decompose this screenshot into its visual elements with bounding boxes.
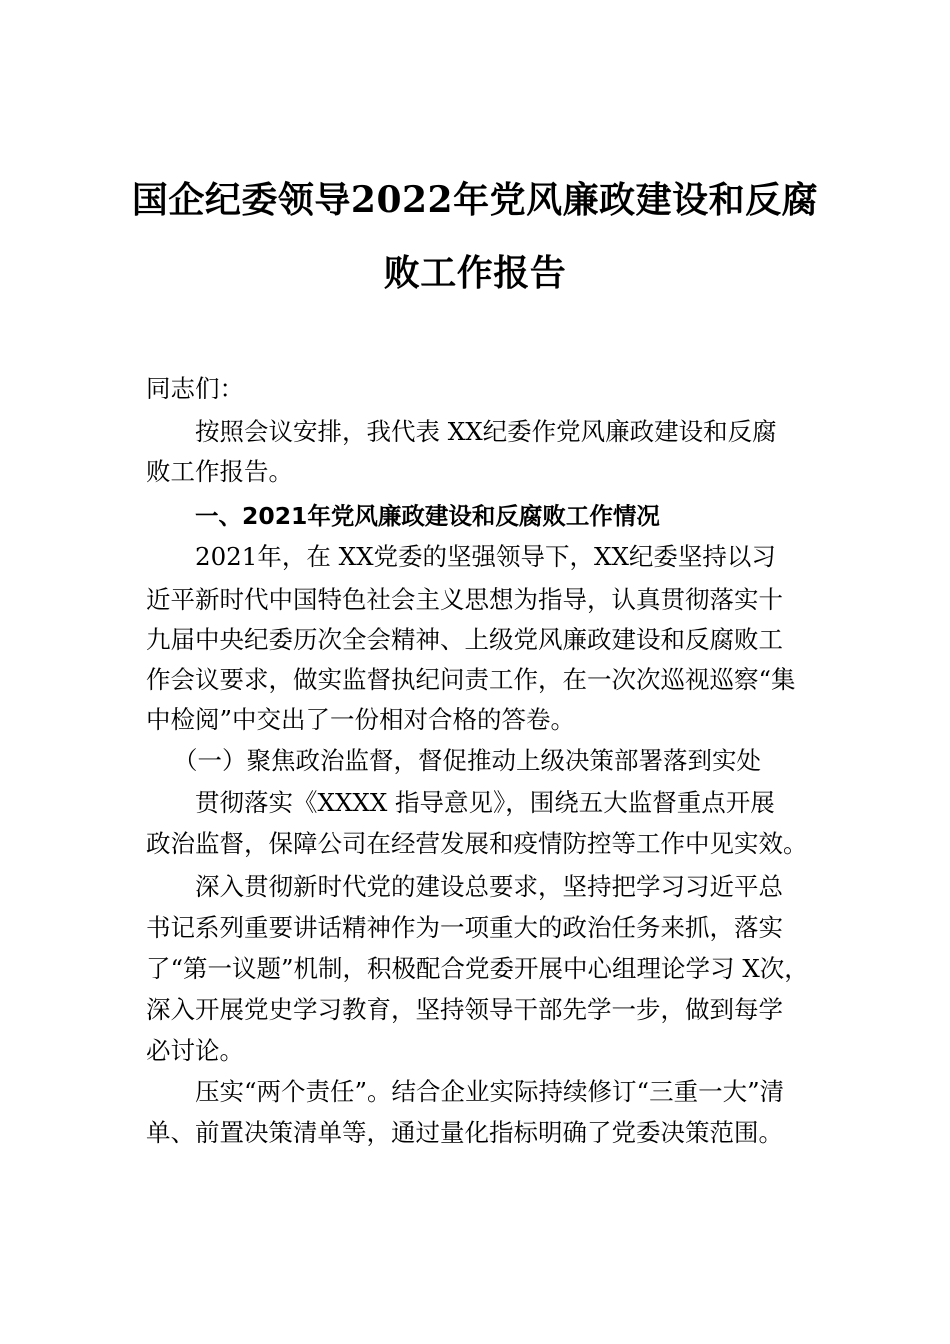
intro-line-1: 按照会议安排，我代表 XX纪委作党风廉政建设和反腐 xyxy=(195,417,777,446)
para4-line-2: 单、前置决策清单等，通过量化指标明确了党委决策范围。 xyxy=(146,1118,783,1147)
document-title-line-2: 败工作报告 xyxy=(383,252,567,294)
para4-line-1: 压实“两个责任”。结合企业实际持续修订“三重一大”清 xyxy=(195,1077,785,1106)
para2-line-1: 贯彻落实《XXXX 指导意见》，围绕五大监督重点开展 xyxy=(195,788,775,817)
para1-line-1: 2021年，在 XX党委的坚强领导下，XX纪委坚持以习 xyxy=(195,542,776,571)
para3-line-4: 深入开展党史学习教育，坚持领导干部先学一步，做到每学 xyxy=(146,995,783,1024)
document-title-line-1: 国企纪委领导2022年党风廉政建设和反腐 xyxy=(131,179,819,221)
para3-line-5: 必讨论。 xyxy=(146,1036,244,1065)
salutation: 同志们： xyxy=(146,374,244,403)
para3-line-3: 了“第一议题”机制，积极配合党委开展中心组理论学习 X次， xyxy=(146,954,809,983)
para1-line-4: 作会议要求，做实监督执纪问责工作，在一次次巡视巡察“集 xyxy=(146,665,796,694)
para2-line-2: 政治监督，保障公司在经营发展和疫情防控等工作中见实效。 xyxy=(146,829,808,858)
para3-line-1: 深入贯彻新时代党的建设总要求，坚持把学习习近平总 xyxy=(195,872,783,901)
subheading: （一）聚焦政治监督，督促推动上级决策部署落到实处 xyxy=(173,746,761,775)
para1-line-2: 近平新时代中国特色社会主义思想为指导，认真贯彻落实十 xyxy=(146,585,783,614)
para3-line-2: 书记系列重要讲话精神作为一项重大的政治任务来抓，落实 xyxy=(146,913,783,942)
intro-line-2: 败工作报告。 xyxy=(146,457,293,486)
para1-line-5: 中检阅”中交出了一份相对合格的答卷。 xyxy=(146,705,576,734)
section-heading: 一、2021年党风廉政建设和反腐败工作情况 xyxy=(195,502,660,530)
para1-line-3: 九届中央纪委历次全会精神、上级党风廉政建设和反腐败工 xyxy=(146,625,783,654)
